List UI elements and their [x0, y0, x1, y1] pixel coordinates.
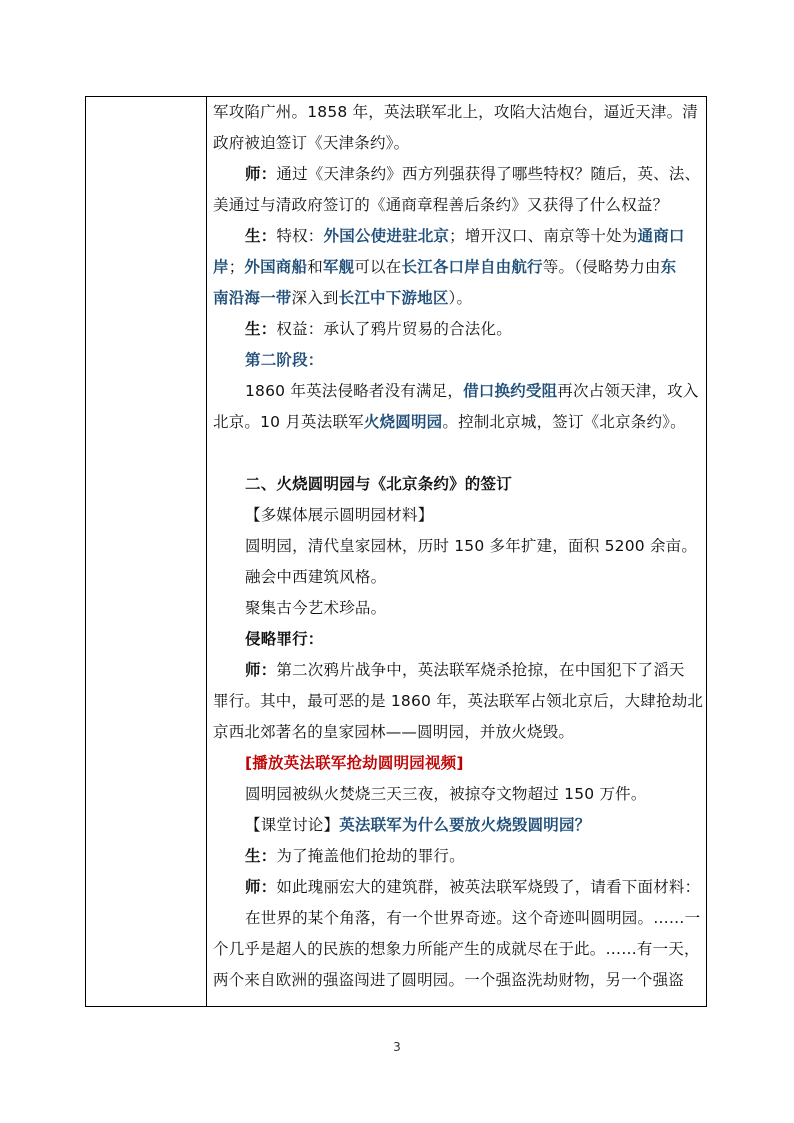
text-segment: 北京。10 月英法联军: [213, 413, 364, 431]
text-segment: 外国公使进驻北京: [323, 227, 450, 245]
text-segment: 侵略罪行：: [245, 630, 324, 648]
text-segment: 【多媒体展示圆明园材料】: [245, 506, 434, 524]
text-segment: 聚集古今艺术珍品。: [245, 599, 387, 617]
text-segment: 火烧圆明园: [363, 413, 443, 431]
text-segment: 第二阶段：: [245, 351, 324, 369]
text-segment: 生：: [245, 227, 277, 245]
text-segment: 融会中西建筑风格。: [245, 568, 387, 586]
text-segment: 深入到: [291, 289, 339, 307]
text-line: [213, 593, 700, 624]
text-line: [213, 686, 704, 717]
text-segment: 英法联军为什么要放火烧毁圆明园？: [339, 816, 591, 834]
text-segment: 借口换约受阻: [463, 382, 558, 400]
text-segment: 通商口: [637, 227, 685, 245]
text-segment: 权益：承认了鸦片贸易的合法化。: [276, 320, 512, 338]
text-segment: 师：: [245, 165, 277, 183]
text-line: [213, 562, 700, 593]
text-segment: 第二次鸦片战争中，英法联军烧杀抢掠，在中国犯下了滔天: [276, 661, 685, 679]
text-line: [213, 314, 700, 345]
text-line: [213, 376, 700, 407]
text-line: [213, 624, 700, 655]
text-segment: 京西北郊著名的皇家园林——圆明园，并放火烧毁。: [213, 723, 575, 741]
text-line: [213, 810, 700, 841]
text-segment: 【课堂讨论】: [245, 816, 340, 834]
text-segment: 如此瑰丽宏大的建筑群，被英法联军烧毁了，请看下面材料：: [276, 878, 701, 896]
text-line: [213, 159, 700, 190]
text-segment: ；: [228, 258, 245, 276]
text-line: [213, 872, 700, 903]
text-line: [213, 903, 700, 934]
text-line: [213, 934, 700, 965]
text-segment: 军攻陷广州。1858 年，英法联军北上，攻陷大沽炮台，逼近天津。清: [213, 103, 698, 121]
text-line: [213, 128, 700, 159]
text-segment: 再次占领天津，攻入: [557, 382, 699, 400]
table-content-cell: [207, 97, 706, 1006]
text-segment: 南沿海一带: [213, 289, 292, 307]
text-segment: ）。: [448, 289, 473, 307]
text-segment: 长江各口岸自由航行: [401, 258, 543, 276]
text-segment: 师：: [245, 661, 277, 679]
text-segment: 罪行。其中，最可恶的是 1860 年，英法联军占领北京后，大肆抢劫北: [213, 692, 704, 710]
text-segment: 1860 年英法侵略者没有满足，: [245, 382, 464, 400]
text-segment: 二、火烧圆明园与《北京条约》的签订: [245, 475, 512, 493]
text-segment: 为了掩盖他们抢劫的罪行。: [276, 847, 465, 865]
blank-line: [213, 438, 700, 469]
table: [85, 96, 707, 1007]
text-segment: 美通过与清政府签订的《通商章程善后条约》又获得了什么权益？: [213, 196, 669, 214]
text-segment: 在世界的某个角落，有一个世界奇迹。这个奇迹叫圆明园。……一: [245, 909, 701, 927]
text-segment: 外国商船: [244, 258, 308, 276]
text-segment: 生：: [245, 320, 277, 338]
text-segment: 军舰: [322, 258, 355, 276]
text-segment: 政府被迫签订《天津条约》。: [213, 134, 410, 152]
text-line: [213, 252, 700, 283]
text-line: [213, 841, 700, 872]
text-segment: [播放英法联军抢劫圆明园视频]: [245, 754, 464, 772]
text-segment: 。控制北京城，签订《北京条约》。: [442, 413, 686, 431]
text-line: [213, 97, 700, 128]
text-segment: ；增开汉口、南京等十处为: [449, 227, 638, 245]
text-segment: 可以在: [354, 258, 402, 276]
text-segment: 长江中下游地区: [338, 289, 449, 307]
text-segment: 东: [660, 258, 677, 276]
text-line: [213, 531, 700, 562]
text-line: [213, 500, 700, 531]
text-segment: 师：: [245, 878, 277, 896]
text-line: [213, 469, 700, 500]
text-line: [213, 407, 700, 438]
text-segment: 圆明园，清代皇家园林，历时 150 多年扩建，面积 5200 余亩。: [245, 537, 698, 555]
text-line: [213, 190, 700, 221]
text-line: [213, 655, 700, 686]
text-segment: 等。（侵略势力由: [542, 258, 661, 276]
text-segment: 和: [307, 258, 323, 276]
page-number: 3: [393, 1040, 401, 1054]
text-line: [213, 748, 700, 779]
text-line: [213, 717, 700, 748]
table-left-column: [86, 97, 207, 1006]
text-line: [213, 345, 700, 376]
text-segment: 特权：: [276, 227, 324, 245]
text-segment: 通过《天津条约》西方列强获得了哪些特权？随后，英、法、: [276, 165, 701, 183]
text-segment: 个几乎是超人的民族的想象力所能产生的成就尽在于此。……有一天，: [213, 940, 700, 958]
text-line: [213, 779, 700, 810]
text-segment: 生：: [245, 847, 277, 865]
text-line: [213, 283, 700, 314]
text-line: [213, 221, 700, 252]
text-line: [213, 965, 700, 996]
text-segment: 岸: [213, 258, 229, 276]
text-segment: 圆明园被纵火焚烧三天三夜，被掠夺文物超过 150 万件。: [245, 785, 647, 803]
text-segment: 两个来自欧洲的强盗闯进了圆明园。一个强盗洗劫财物，另一个强盗: [213, 971, 685, 989]
